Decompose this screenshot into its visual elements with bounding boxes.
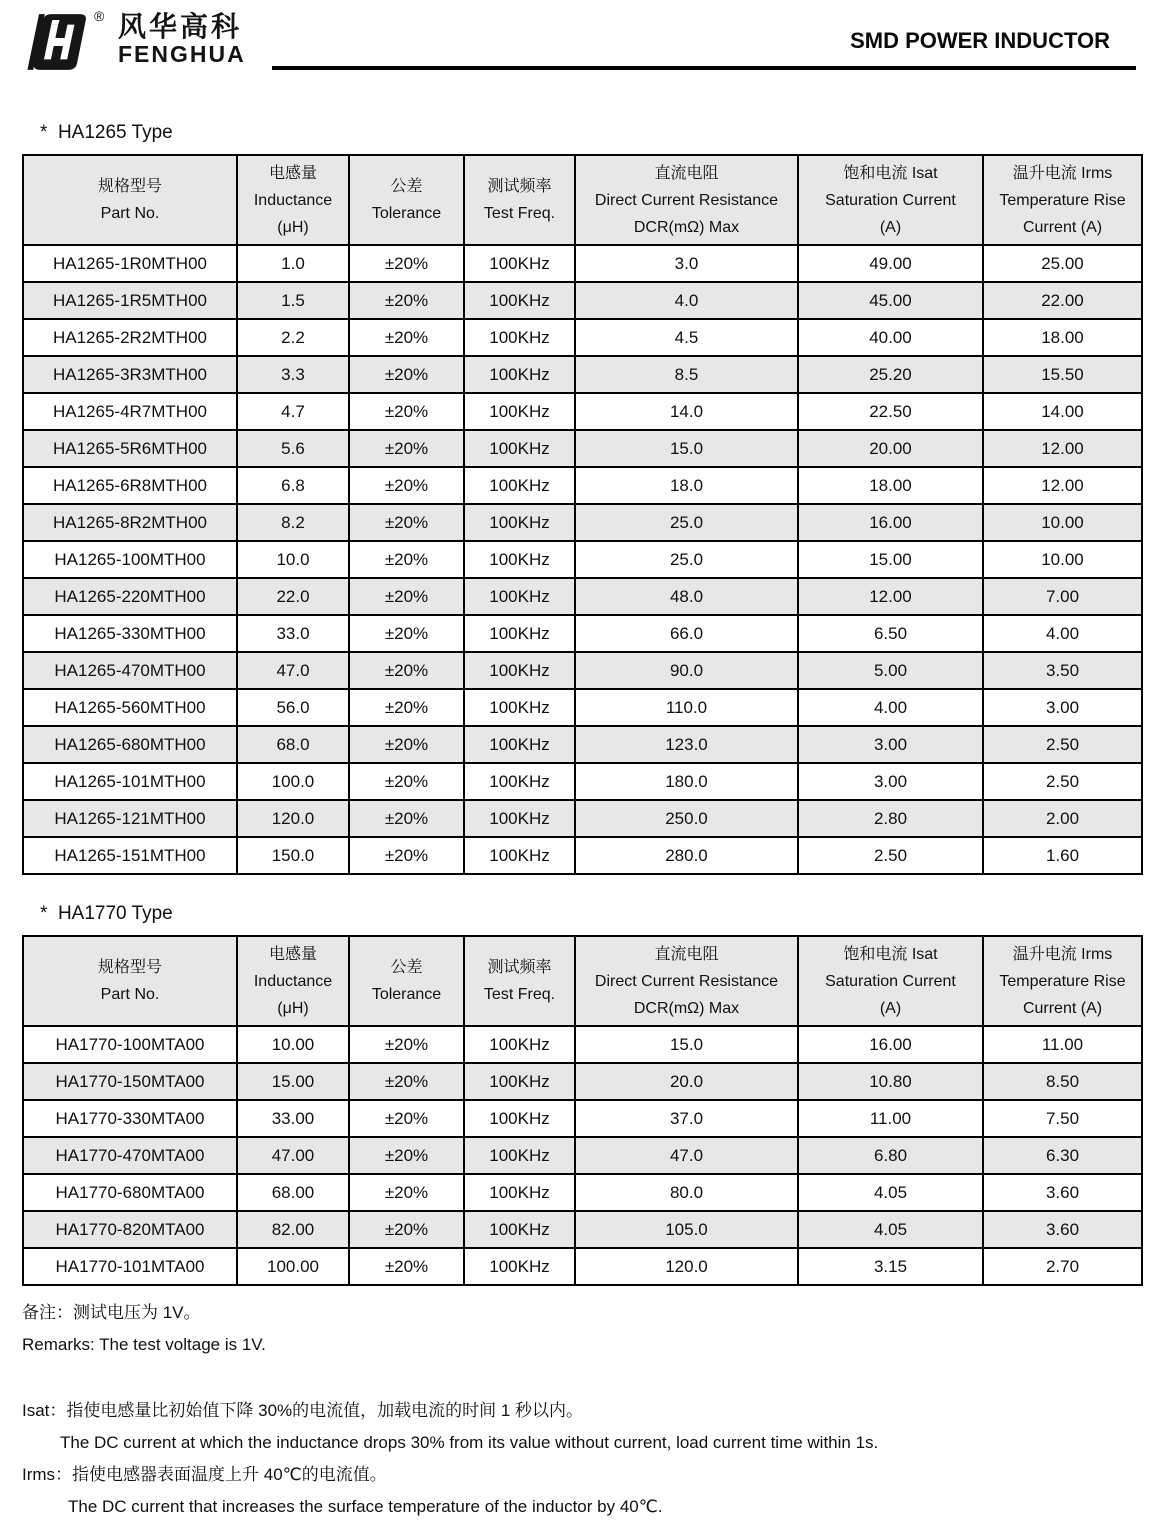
- cell-tolerance: ±20%: [349, 1137, 464, 1174]
- cell-isat: 16.00: [798, 1026, 983, 1063]
- cell-test-freq: 100KHz: [464, 282, 575, 319]
- table-row: [23, 504, 1142, 541]
- cell-isat: 45.00: [798, 282, 983, 319]
- cell-part-no: HA1265-5R6MTH00: [23, 430, 237, 467]
- cell-part-no: HA1770-820MTA00: [23, 1211, 237, 1248]
- cell-isat: 18.00: [798, 467, 983, 504]
- cell-tolerance: ±20%: [349, 356, 464, 393]
- column-header-irms: 温升电流 Irms Temperature Rise Current (A): [983, 155, 1142, 245]
- table-row: [23, 1248, 1142, 1285]
- column-header-isat: 饱和电流 Isat Saturation Current (A): [798, 155, 983, 245]
- registered-trademark-icon: ®: [94, 8, 105, 24]
- cell-irms: 7.00: [983, 578, 1142, 615]
- cell-inductance: 3.3: [237, 356, 349, 393]
- column-header-test-freq: 测试频率 Test Freq.: [464, 155, 575, 245]
- cell-irms: 7.50: [983, 1100, 1142, 1137]
- cell-isat: 6.50: [798, 615, 983, 652]
- cell-part-no: HA1265-4R7MTH00: [23, 393, 237, 430]
- cell-tolerance: ±20%: [349, 615, 464, 652]
- cell-dcr: 3.0: [575, 245, 798, 282]
- cell-dcr: 110.0: [575, 689, 798, 726]
- cell-tolerance: ±20%: [349, 1174, 464, 1211]
- cell-part-no: HA1265-2R2MTH00: [23, 319, 237, 356]
- cell-test-freq: 100KHz: [464, 1100, 575, 1137]
- section-ha1770: [22, 903, 1141, 1286]
- cell-test-freq: 100KHz: [464, 430, 575, 467]
- section-title-ha1265: * HA1265 Type: [40, 122, 173, 143]
- cell-dcr: 48.0: [575, 578, 798, 615]
- cell-tolerance: ±20%: [349, 652, 464, 689]
- cell-inductance: 68.0: [237, 726, 349, 763]
- cell-tolerance: ±20%: [349, 467, 464, 504]
- cell-irms: 2.50: [983, 763, 1142, 800]
- brand-block: [118, 13, 246, 66]
- cell-part-no: HA1770-100MTA00: [23, 1026, 237, 1063]
- cell-dcr: 280.0: [575, 837, 798, 874]
- cell-dcr: 66.0: [575, 615, 798, 652]
- section-ha1265: [22, 122, 1141, 875]
- cell-irms: 8.50: [983, 1063, 1142, 1100]
- cell-irms: 22.00: [983, 282, 1142, 319]
- cell-irms: 10.00: [983, 541, 1142, 578]
- cell-tolerance: ±20%: [349, 837, 464, 874]
- cell-test-freq: 100KHz: [464, 1026, 575, 1063]
- cell-dcr: 90.0: [575, 652, 798, 689]
- table-header-row: [23, 155, 1142, 245]
- note-isat-cn: Isat：指使电感量比初始值下降 30%的电流值，加载电流的时间 1 秒以内。: [22, 1401, 584, 1420]
- cell-dcr: 18.0: [575, 467, 798, 504]
- cell-isat: 11.00: [798, 1100, 983, 1137]
- cell-irms: 15.50: [983, 356, 1142, 393]
- cell-tolerance: ±20%: [349, 282, 464, 319]
- cell-test-freq: 100KHz: [464, 319, 575, 356]
- cell-test-freq: 100KHz: [464, 615, 575, 652]
- cell-part-no: HA1770-330MTA00: [23, 1100, 237, 1137]
- cell-inductance: 22.0: [237, 578, 349, 615]
- cell-dcr: 47.0: [575, 1137, 798, 1174]
- cell-test-freq: 100KHz: [464, 763, 575, 800]
- cell-test-freq: 100KHz: [464, 245, 575, 282]
- cell-dcr: 8.5: [575, 356, 798, 393]
- cell-part-no: HA1770-101MTA00: [23, 1248, 237, 1285]
- column-header-dcr: 直流电阻 Direct Current Resistance DCR(mΩ) Max: [575, 155, 798, 245]
- cell-irms: 6.30: [983, 1137, 1142, 1174]
- cell-dcr: 180.0: [575, 763, 798, 800]
- cell-inductance: 150.0: [237, 837, 349, 874]
- cell-isat: 2.80: [798, 800, 983, 837]
- table-row: [23, 1063, 1142, 1100]
- page-header: [0, 0, 1154, 80]
- cell-irms: 12.00: [983, 467, 1142, 504]
- table-row: [23, 282, 1142, 319]
- cell-dcr: 4.0: [575, 282, 798, 319]
- cell-part-no: HA1265-560MTH00: [23, 689, 237, 726]
- cell-inductance: 1.5: [237, 282, 349, 319]
- cell-inductance: 6.8: [237, 467, 349, 504]
- cell-isat: 49.00: [798, 245, 983, 282]
- cell-part-no: HA1265-121MTH00: [23, 800, 237, 837]
- cell-inductance: 10.0: [237, 541, 349, 578]
- cell-tolerance: ±20%: [349, 578, 464, 615]
- column-header-test-freq: 测试频率 Test Freq.: [464, 936, 575, 1026]
- table-row: [23, 541, 1142, 578]
- cell-test-freq: 100KHz: [464, 504, 575, 541]
- cell-inductance: 82.00: [237, 1211, 349, 1248]
- cell-inductance: 47.0: [237, 652, 349, 689]
- cell-tolerance: ±20%: [349, 541, 464, 578]
- cell-test-freq: 100KHz: [464, 467, 575, 504]
- table-row: [23, 1174, 1142, 1211]
- cell-dcr: 15.0: [575, 1026, 798, 1063]
- section-title-ha1770: * HA1770 Type: [40, 903, 173, 924]
- cell-test-freq: 100KHz: [464, 726, 575, 763]
- cell-tolerance: ±20%: [349, 763, 464, 800]
- spec-table-ha1265: [22, 154, 1143, 875]
- column-header-tolerance: 公差 Tolerance: [349, 155, 464, 245]
- cell-test-freq: 100KHz: [464, 1248, 575, 1285]
- cell-irms: 11.00: [983, 1026, 1142, 1063]
- cell-isat: 10.80: [798, 1063, 983, 1100]
- cell-part-no: HA1265-1R5MTH00: [23, 282, 237, 319]
- note-irms-cn: Irms：指使电感器表面温度上升 40℃的电流值。: [22, 1465, 387, 1484]
- fenghua-logo-icon: [24, 13, 90, 71]
- cell-tolerance: ±20%: [349, 319, 464, 356]
- cell-irms: 18.00: [983, 319, 1142, 356]
- content: [0, 122, 1154, 1520]
- cell-test-freq: 100KHz: [464, 652, 575, 689]
- cell-inductance: 47.00: [237, 1137, 349, 1174]
- cell-part-no: HA1770-680MTA00: [23, 1174, 237, 1211]
- table-row: [23, 726, 1142, 763]
- cell-inductance: 33.00: [237, 1100, 349, 1137]
- cell-isat: 15.00: [798, 541, 983, 578]
- cell-dcr: 105.0: [575, 1211, 798, 1248]
- cell-dcr: 250.0: [575, 800, 798, 837]
- cell-dcr: 14.0: [575, 393, 798, 430]
- cell-dcr: 25.0: [575, 541, 798, 578]
- table-row: [23, 1100, 1142, 1137]
- cell-test-freq: 100KHz: [464, 837, 575, 874]
- table-row: [23, 356, 1142, 393]
- cell-inductance: 2.2: [237, 319, 349, 356]
- cell-test-freq: 100KHz: [464, 1137, 575, 1174]
- cell-dcr: 20.0: [575, 1063, 798, 1100]
- cell-irms: 3.60: [983, 1211, 1142, 1248]
- table-row: [23, 245, 1142, 282]
- cell-isat: 2.50: [798, 837, 983, 874]
- note-remarks-cn: 备注：测试电压为 1V。: [22, 1303, 201, 1322]
- column-header-irms: 温升电流 Irms Temperature Rise Current (A): [983, 936, 1142, 1026]
- spec-table-ha1770: [22, 935, 1143, 1286]
- table-row: [23, 763, 1142, 800]
- table-row: [23, 800, 1142, 837]
- cell-part-no: HA1265-220MTH00: [23, 578, 237, 615]
- cell-isat: 3.00: [798, 763, 983, 800]
- column-header-part-no: 规格型号 Part No.: [23, 936, 237, 1026]
- cell-tolerance: ±20%: [349, 800, 464, 837]
- cell-isat: 12.00: [798, 578, 983, 615]
- column-header-part-no: 规格型号 Part No.: [23, 155, 237, 245]
- cell-dcr: 120.0: [575, 1248, 798, 1285]
- cell-inductance: 15.00: [237, 1063, 349, 1100]
- cell-inductance: 1.0: [237, 245, 349, 282]
- cell-irms: 1.60: [983, 837, 1142, 874]
- cell-isat: 40.00: [798, 319, 983, 356]
- cell-irms: 3.60: [983, 1174, 1142, 1211]
- cell-part-no: HA1265-680MTH00: [23, 726, 237, 763]
- column-header-inductance: 电感量 Inductance (μH): [237, 155, 349, 245]
- cell-inductance: 56.0: [237, 689, 349, 726]
- cell-irms: 2.70: [983, 1248, 1142, 1285]
- cell-isat: 16.00: [798, 504, 983, 541]
- table-header-row: [23, 936, 1142, 1026]
- table-row: [23, 1026, 1142, 1063]
- cell-isat: 4.05: [798, 1174, 983, 1211]
- cell-dcr: 37.0: [575, 1100, 798, 1137]
- note-remarks-en: Remarks: The test voltage is 1V.: [22, 1335, 266, 1354]
- table-row: [23, 1211, 1142, 1248]
- cell-irms: 14.00: [983, 393, 1142, 430]
- column-header-isat: 饱和电流 Isat Saturation Current (A): [798, 936, 983, 1026]
- column-header-inductance: 电感量 Inductance (μH): [237, 936, 349, 1026]
- cell-dcr: 15.0: [575, 430, 798, 467]
- cell-part-no: HA1265-8R2MTH00: [23, 504, 237, 541]
- cell-irms: 2.50: [983, 726, 1142, 763]
- cell-test-freq: 100KHz: [464, 1174, 575, 1211]
- cell-part-no: HA1265-470MTH00: [23, 652, 237, 689]
- table-row: [23, 430, 1142, 467]
- cell-part-no: HA1265-330MTH00: [23, 615, 237, 652]
- cell-inductance: 4.7: [237, 393, 349, 430]
- cell-tolerance: ±20%: [349, 504, 464, 541]
- cell-isat: 3.00: [798, 726, 983, 763]
- cell-tolerance: ±20%: [349, 1248, 464, 1285]
- cell-tolerance: ±20%: [349, 1100, 464, 1137]
- cell-irms: 25.00: [983, 245, 1142, 282]
- cell-part-no: HA1265-3R3MTH00: [23, 356, 237, 393]
- cell-isat: 4.00: [798, 689, 983, 726]
- cell-test-freq: 100KHz: [464, 689, 575, 726]
- cell-isat: 20.00: [798, 430, 983, 467]
- cell-part-no: HA1265-1R0MTH00: [23, 245, 237, 282]
- cell-dcr: 80.0: [575, 1174, 798, 1211]
- cell-dcr: 25.0: [575, 504, 798, 541]
- cell-dcr: 4.5: [575, 319, 798, 356]
- cell-tolerance: ±20%: [349, 430, 464, 467]
- cell-inductance: 10.00: [237, 1026, 349, 1063]
- table-row: [23, 393, 1142, 430]
- cell-inductance: 100.00: [237, 1248, 349, 1285]
- cell-part-no: HA1265-101MTH00: [23, 763, 237, 800]
- cell-isat: 5.00: [798, 652, 983, 689]
- cell-test-freq: 100KHz: [464, 393, 575, 430]
- cell-tolerance: ±20%: [349, 393, 464, 430]
- cell-inductance: 8.2: [237, 504, 349, 541]
- cell-inductance: 120.0: [237, 800, 349, 837]
- cell-irms: 2.00: [983, 800, 1142, 837]
- cell-part-no: HA1265-6R8MTH00: [23, 467, 237, 504]
- cell-irms: 3.00: [983, 689, 1142, 726]
- cell-part-no: HA1770-470MTA00: [23, 1137, 237, 1174]
- notes-block: [22, 1300, 1141, 1520]
- cell-isat: 4.05: [798, 1211, 983, 1248]
- table-row: [23, 319, 1142, 356]
- cell-part-no: HA1265-100MTH00: [23, 541, 237, 578]
- column-header-dcr: 直流电阻 Direct Current Resistance DCR(mΩ) Max: [575, 936, 798, 1026]
- cell-test-freq: 100KHz: [464, 541, 575, 578]
- cell-tolerance: ±20%: [349, 1063, 464, 1100]
- cell-irms: 3.50: [983, 652, 1142, 689]
- cell-part-no: HA1770-150MTA00: [23, 1063, 237, 1100]
- cell-test-freq: 100KHz: [464, 1211, 575, 1248]
- cell-tolerance: ±20%: [349, 689, 464, 726]
- cell-inductance: 68.00: [237, 1174, 349, 1211]
- column-header-tolerance: 公差 Tolerance: [349, 936, 464, 1026]
- table-row: [23, 837, 1142, 874]
- cell-tolerance: ±20%: [349, 726, 464, 763]
- note-isat-en: The DC current at which the inductance drops 30% from its value without current, load current time within 1s.: [60, 1433, 879, 1452]
- cell-tolerance: ±20%: [349, 1211, 464, 1248]
- cell-irms: 10.00: [983, 504, 1142, 541]
- cell-inductance: 5.6: [237, 430, 349, 467]
- brand-name-en: FENGHUA: [118, 41, 246, 67]
- cell-test-freq: 100KHz: [464, 578, 575, 615]
- cell-irms: 4.00: [983, 615, 1142, 652]
- table-row: [23, 615, 1142, 652]
- table-row: [23, 652, 1142, 689]
- cell-irms: 12.00: [983, 430, 1142, 467]
- cell-part-no: HA1265-151MTH00: [23, 837, 237, 874]
- cell-test-freq: 100KHz: [464, 356, 575, 393]
- table-row: [23, 467, 1142, 504]
- header-rule: [272, 66, 1136, 70]
- cell-test-freq: 100KHz: [464, 1063, 575, 1100]
- cell-isat: 6.80: [798, 1137, 983, 1174]
- cell-dcr: 123.0: [575, 726, 798, 763]
- cell-test-freq: 100KHz: [464, 800, 575, 837]
- note-irms-en: The DC current that increases the surface temperature of the inductor by 40℃.: [68, 1497, 663, 1516]
- cell-inductance: 100.0: [237, 763, 349, 800]
- table-row: [23, 578, 1142, 615]
- document-title: SMD POWER INDUCTOR: [850, 28, 1110, 53]
- table-row: [23, 1137, 1142, 1174]
- cell-isat: 25.20: [798, 356, 983, 393]
- brand-name-cn: 风华高科: [118, 11, 243, 42]
- cell-tolerance: ±20%: [349, 1026, 464, 1063]
- cell-isat: 22.50: [798, 393, 983, 430]
- cell-isat: 3.15: [798, 1248, 983, 1285]
- cell-tolerance: ±20%: [349, 245, 464, 282]
- table-row: [23, 689, 1142, 726]
- cell-inductance: 33.0: [237, 615, 349, 652]
